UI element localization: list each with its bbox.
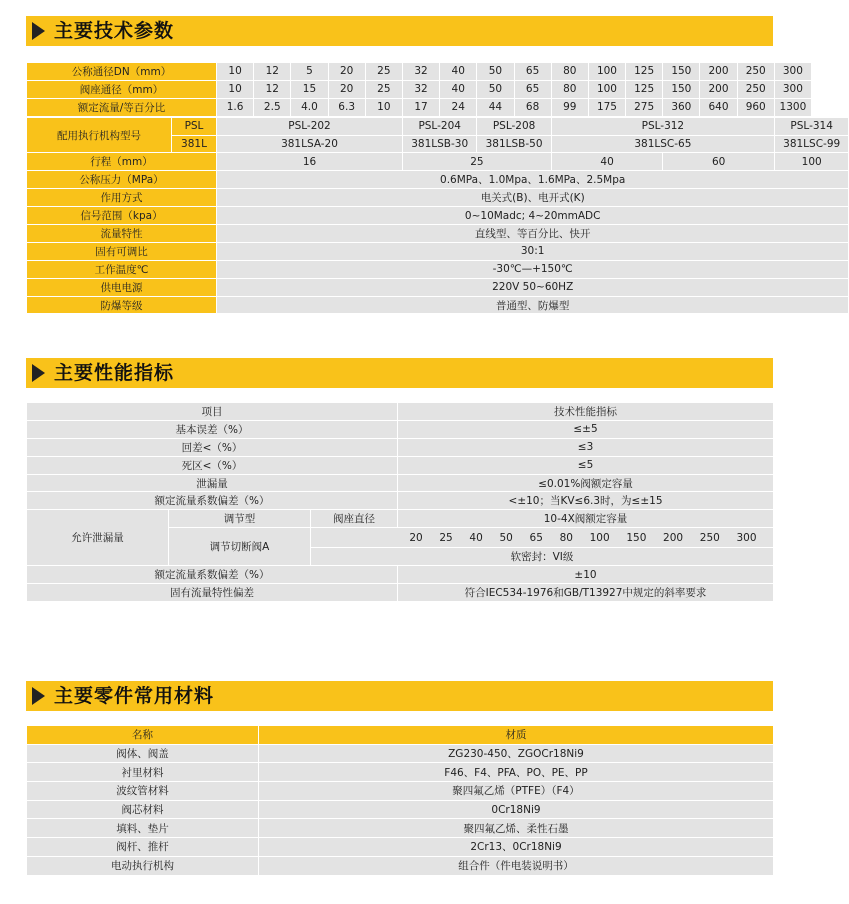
action-row bbox=[27, 189, 849, 207]
seat-value: 300 bbox=[774, 80, 811, 98]
dn-value: 250 bbox=[737, 63, 774, 81]
dia-value: 80 bbox=[559, 531, 573, 544]
materials-table-wrap bbox=[26, 725, 773, 876]
psl-value: PSL-312 bbox=[551, 117, 774, 135]
arrow-icon bbox=[32, 22, 45, 40]
kv-value: 960 bbox=[737, 98, 774, 116]
dia-value: 20 bbox=[409, 531, 423, 544]
flowchar-row bbox=[27, 225, 849, 243]
dia-value: 300 bbox=[736, 531, 757, 544]
dia-value: 200 bbox=[663, 531, 684, 544]
material-row bbox=[27, 744, 774, 763]
materials-header bbox=[26, 681, 773, 711]
pressure-label: 公称压力（MPa） bbox=[27, 171, 217, 189]
kv-value: 360 bbox=[663, 98, 700, 116]
material-value: 聚四氟乙烯（PTFE）（F4） bbox=[259, 782, 774, 801]
perf-value: 符合IEC534-1976和GB/T13927中规定的斜率要求 bbox=[398, 584, 774, 602]
leak-label: 允许泄漏量 bbox=[27, 510, 169, 566]
perf-item: 回差<（%） bbox=[27, 438, 398, 456]
l381-label: 381L bbox=[172, 135, 217, 153]
material-name: 阀芯材料 bbox=[27, 800, 259, 819]
seat-value: 20 bbox=[328, 80, 365, 98]
dn-value: 80 bbox=[551, 63, 588, 81]
perf-value: ≤3 bbox=[398, 438, 774, 456]
dia-value: 150 bbox=[626, 531, 647, 544]
kv-value: 10 bbox=[365, 98, 402, 116]
seat-value: 100 bbox=[588, 80, 625, 98]
dn-value: 150 bbox=[663, 63, 700, 81]
stroke-label: 行程（mm） bbox=[27, 153, 217, 171]
dn-value: 25 bbox=[365, 63, 402, 81]
actuator-table bbox=[26, 117, 849, 315]
l381-value: 381LSB-50 bbox=[477, 135, 551, 153]
dia-value: 100 bbox=[589, 531, 610, 544]
material-row bbox=[27, 763, 774, 782]
specs-title: 主要技术参数 bbox=[54, 20, 175, 42]
material-value: 0Cr18Ni9 bbox=[259, 800, 774, 819]
dn-value: 5 bbox=[291, 63, 328, 81]
explosion-row bbox=[27, 296, 849, 314]
perf-row bbox=[27, 584, 774, 602]
perf-item: 固有流量特性偏差 bbox=[27, 584, 398, 602]
psl-value: PSL-208 bbox=[477, 117, 551, 135]
dia-value: 50 bbox=[499, 531, 513, 544]
dn-row bbox=[27, 63, 812, 81]
perf-item: 额定流量系数偏差（%） bbox=[27, 566, 398, 584]
stroke-row bbox=[27, 153, 849, 171]
perf-value: ≤±5 bbox=[398, 420, 774, 438]
seat-label: 阀座通径（mm） bbox=[27, 80, 217, 98]
seat-dia-label: 阀座直径 bbox=[311, 510, 398, 528]
range-label: 固有可调比 bbox=[27, 242, 217, 260]
leak-row bbox=[27, 510, 774, 528]
kv-value: 1.6 bbox=[217, 98, 254, 116]
seat-value: 32 bbox=[402, 80, 439, 98]
reg-value: 10-4X阀额定容量 bbox=[398, 510, 774, 528]
dn-value: 20 bbox=[328, 63, 365, 81]
kv-value: 640 bbox=[700, 98, 737, 116]
dn-value: 100 bbox=[588, 63, 625, 81]
kv-value: 24 bbox=[440, 98, 477, 116]
materials-title: 主要零件常用材料 bbox=[54, 685, 215, 707]
material-row bbox=[27, 856, 774, 875]
col-material: 材质 bbox=[259, 726, 774, 745]
seat-value: 125 bbox=[626, 80, 663, 98]
perf-row bbox=[27, 420, 774, 438]
psl-value: PSL-314 bbox=[774, 117, 848, 135]
specs-header bbox=[26, 16, 773, 46]
dia-value: 250 bbox=[699, 531, 720, 544]
material-value: ZG230-450、ZGOCr18Ni9 bbox=[259, 744, 774, 763]
stroke-value: 25 bbox=[403, 153, 552, 171]
signal-value: 0~10Madc; 4~20mmADC bbox=[217, 207, 849, 225]
kv-value: 6.3 bbox=[328, 98, 365, 116]
kv-value: 99 bbox=[551, 98, 588, 116]
seat-value: 15 bbox=[291, 80, 328, 98]
material-row bbox=[27, 819, 774, 838]
perf-item: 额定流量系数偏差（%） bbox=[27, 492, 398, 510]
perf-table-wrap bbox=[26, 402, 773, 602]
seat-value: 200 bbox=[700, 80, 737, 98]
specs-section bbox=[26, 16, 773, 46]
perf-item: 死区<（%） bbox=[27, 456, 398, 474]
material-value: 聚四氟乙烯、柔性石墨 bbox=[259, 819, 774, 838]
dn-value: 125 bbox=[626, 63, 663, 81]
range-row bbox=[27, 242, 849, 260]
psl-value: PSL-202 bbox=[217, 117, 403, 135]
l381-value: 381LSC-65 bbox=[551, 135, 774, 153]
seat-value: 65 bbox=[514, 80, 551, 98]
perf-row bbox=[27, 566, 774, 584]
kv-row bbox=[27, 98, 812, 116]
material-value: 2Cr13、0Cr18Ni9 bbox=[259, 838, 774, 857]
material-row bbox=[27, 838, 774, 857]
dn-label: 公称通径DN（mm） bbox=[27, 63, 217, 81]
flowchar-label: 流量特性 bbox=[27, 225, 217, 243]
perf-value: ±10 bbox=[398, 566, 774, 584]
material-row bbox=[27, 800, 774, 819]
dn-value: 200 bbox=[700, 63, 737, 81]
temp-value: -30℃—+150℃ bbox=[217, 260, 849, 278]
pressure-row bbox=[27, 171, 849, 189]
range-value: 30:1 bbox=[217, 242, 849, 260]
seat-value: 12 bbox=[254, 80, 291, 98]
material-value: F46、F4、PFA、PO、PE、PP bbox=[259, 763, 774, 782]
perf-header bbox=[26, 358, 773, 388]
seat-value: 50 bbox=[477, 80, 514, 98]
kv-value: 17 bbox=[402, 98, 439, 116]
soft-seal: 软密封：VI级 bbox=[311, 548, 774, 566]
power-label: 供电电源 bbox=[27, 278, 217, 296]
perf-value: ≤0.01%阀额定容量 bbox=[398, 474, 774, 492]
arrow-icon bbox=[32, 687, 45, 705]
seat-row bbox=[27, 80, 812, 98]
explosion-value: 普通型、防爆型 bbox=[217, 296, 849, 314]
psl-value: PSL-204 bbox=[403, 117, 477, 135]
perf-row bbox=[27, 456, 774, 474]
dia-value: 40 bbox=[469, 531, 483, 544]
col-item: 项目 bbox=[27, 403, 398, 421]
dn-value: 50 bbox=[477, 63, 514, 81]
dn-value: 12 bbox=[254, 63, 291, 81]
kv-value: 2.5 bbox=[254, 98, 291, 116]
stroke-value: 100 bbox=[774, 153, 848, 171]
explosion-label: 防爆等级 bbox=[27, 296, 217, 314]
seat-value: 40 bbox=[440, 80, 477, 98]
specs-table-wrap bbox=[26, 62, 841, 314]
kv-value: 4.0 bbox=[291, 98, 328, 116]
dn-value: 10 bbox=[217, 63, 254, 81]
power-value: 220V 50~60HZ bbox=[217, 278, 849, 296]
l381-value: 381LSB-30 bbox=[403, 135, 477, 153]
material-name: 电动执行机构 bbox=[27, 856, 259, 875]
temp-row bbox=[27, 260, 849, 278]
materials-table bbox=[26, 725, 774, 876]
col-name: 名称 bbox=[27, 726, 259, 745]
l381-value: 381LSC-99 bbox=[774, 135, 848, 153]
stroke-value: 60 bbox=[663, 153, 775, 171]
psl-label: PSL bbox=[172, 117, 217, 135]
stroke-value: 40 bbox=[551, 153, 663, 171]
materials-header-row bbox=[27, 726, 774, 745]
material-value: 组合件（件电装说明书） bbox=[259, 856, 774, 875]
col-index: 技术性能指标 bbox=[398, 403, 774, 421]
dn-value: 300 bbox=[774, 63, 811, 81]
kv-value: 44 bbox=[477, 98, 514, 116]
material-name: 衬里材料 bbox=[27, 763, 259, 782]
dn-value: 65 bbox=[514, 63, 551, 81]
perf-header-row bbox=[27, 403, 774, 421]
material-name: 波纹管材料 bbox=[27, 782, 259, 801]
pressure-value: 0.6MPa、1.0Mpa、1.6MPa、2.5Mpa bbox=[217, 171, 849, 189]
kv-label: 额定流量/等百分比 bbox=[27, 98, 217, 116]
kv-value: 175 bbox=[588, 98, 625, 116]
dn-value: 40 bbox=[440, 63, 477, 81]
perf-section bbox=[26, 358, 773, 388]
perf-item: 基本误差（%） bbox=[27, 420, 398, 438]
arrow-icon bbox=[32, 364, 45, 382]
temp-label: 工作温度℃ bbox=[27, 260, 217, 278]
seat-value: 10 bbox=[217, 80, 254, 98]
dia-values bbox=[311, 528, 774, 548]
material-name: 阀杆、推杆 bbox=[27, 838, 259, 857]
seat-value: 150 bbox=[663, 80, 700, 98]
perf-row bbox=[27, 474, 774, 492]
reg-label: 调节型 bbox=[169, 510, 311, 528]
kv-value: 68 bbox=[514, 98, 551, 116]
perf-item: 泄漏量 bbox=[27, 474, 398, 492]
specs-table bbox=[26, 62, 812, 117]
perf-row bbox=[27, 492, 774, 510]
material-name: 阀体、阀盖 bbox=[27, 744, 259, 763]
material-row bbox=[27, 782, 774, 801]
actuator-label: 配用执行机构型号 bbox=[27, 117, 172, 153]
perf-table bbox=[26, 402, 774, 602]
seat-value: 250 bbox=[737, 80, 774, 98]
stroke-value: 16 bbox=[217, 153, 403, 171]
materials-section bbox=[26, 681, 773, 711]
psl-row bbox=[27, 117, 849, 135]
flowchar-value: 直线型、等百分比、快开 bbox=[217, 225, 849, 243]
seat-value: 80 bbox=[551, 80, 588, 98]
seat-value: 25 bbox=[365, 80, 402, 98]
perf-title: 主要性能指标 bbox=[54, 362, 175, 384]
perf-row bbox=[27, 438, 774, 456]
dia-value: 65 bbox=[529, 531, 543, 544]
action-label: 作用方式 bbox=[27, 189, 217, 207]
perf-value: <±10；当KV≤6.3时，为≤±15 bbox=[398, 492, 774, 510]
kv-value: 1300 bbox=[774, 98, 811, 116]
signal-row bbox=[27, 207, 849, 225]
power-row bbox=[27, 278, 849, 296]
cutoff-label: 调节切断阀A bbox=[169, 528, 311, 566]
l381-value: 381LSA-20 bbox=[217, 135, 403, 153]
material-name: 填料、垫片 bbox=[27, 819, 259, 838]
kv-value: 275 bbox=[626, 98, 663, 116]
action-value: 电关式(B)、电开式(K) bbox=[217, 189, 849, 207]
dia-value: 25 bbox=[439, 531, 453, 544]
dn-value: 32 bbox=[402, 63, 439, 81]
signal-label: 信号范围（kpa） bbox=[27, 207, 217, 225]
perf-value: ≤5 bbox=[398, 456, 774, 474]
